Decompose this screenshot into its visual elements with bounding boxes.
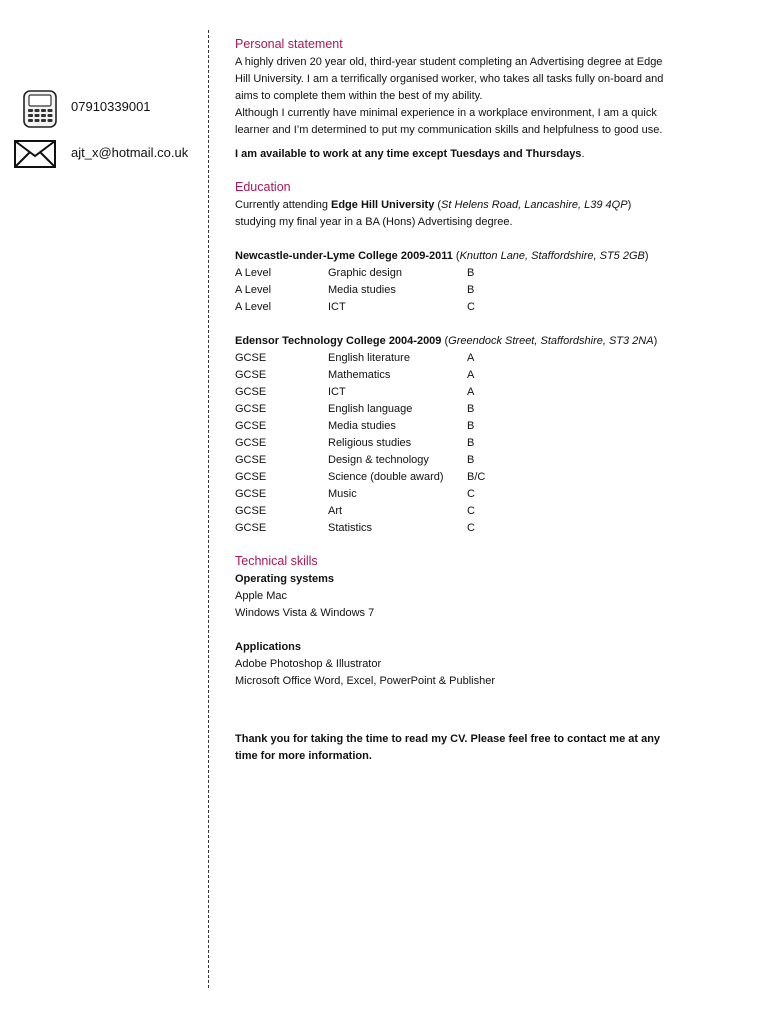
grade-row: GCSE English literature A: [235, 352, 475, 364]
os-item: Windows Vista & Windows 7: [235, 607, 375, 619]
current-education-detail: studying my final year in a BA (Hons) Advertising degree.: [235, 216, 513, 228]
envelope-icon: [14, 140, 56, 173]
application-item: Microsoft Office Word, Excel, PowerPoint & Publisher: [235, 675, 496, 687]
availability-note: I am available to work at any time except Tuesdays and Thursdays.: [235, 148, 585, 160]
grade-row: GCSE English language B: [235, 403, 475, 415]
grade-row: A Level ICT C: [235, 301, 475, 313]
grade-row: GCSE Art C: [235, 505, 475, 517]
college-grades: [235, 265, 680, 316]
application-item: Adobe Photoshop & Illustrator: [235, 658, 382, 670]
statement-paragraph-2: Although I currently have minimal experience in a workplace environment, I am a quick learner and I’m determined to put my communication skills and helpfulness to good use.: [235, 107, 663, 136]
grade-row: A Level Graphic design B: [235, 267, 475, 279]
grade-row: GCSE Media studies B: [235, 420, 475, 432]
college-title: Newcastle-under-Lyme College 2009-2011 (Knutton Lane, Staffordshire, ST5 2GB): [235, 250, 649, 262]
technical-skills-heading: Technical skills: [235, 554, 318, 568]
email-address[interactable]: ajt_x@hotmail.co.uk: [71, 145, 189, 160]
grade-row: GCSE Science (double award) B/C: [235, 471, 486, 483]
education-heading: Education: [235, 180, 291, 194]
grade-row: A Level Media studies B: [235, 284, 475, 296]
school-grades: [235, 350, 680, 537]
education-section: [235, 179, 680, 537]
grade-row: GCSE Mathematics A: [235, 369, 475, 381]
grade-row: GCSE ICT A: [235, 386, 475, 398]
school-title: Edensor Technology College 2004-2009 (Greendock Street, Staffordshire, ST3 2NA): [235, 335, 658, 347]
grade-row: GCSE Music C: [235, 488, 475, 500]
current-education: Currently attending Edge Hill University (St Helens Road, Lancashire, L39 4QP): [235, 199, 632, 211]
column-divider: [208, 30, 209, 988]
grade-row: GCSE Design & technology B: [235, 454, 475, 466]
grade-row: GCSE Religious studies B: [235, 437, 475, 449]
personal-statement-section: [235, 36, 680, 163]
mobile-phone-icon: [22, 90, 58, 133]
closing-note: Thank you for taking the time to read my CV. Please feel free to contact me at any time for more information.: [235, 733, 661, 762]
os-item: Apple Mac: [235, 590, 287, 602]
applications-heading: Applications: [235, 641, 302, 653]
grade-row: GCSE Statistics C: [235, 522, 475, 534]
technical-skills-section: [235, 553, 680, 690]
phone-number: 07910339001: [71, 99, 151, 114]
os-heading: Operating systems: [235, 573, 335, 585]
statement-paragraph-1: A highly driven 20 year old, third-year student completing an Advertising degree at Edge Hill University. I am a terrifically organised worker, who takes all tasks fully on-board and aims to complete them within the best of my ability.: [235, 56, 664, 102]
personal-statement-heading: Personal statement: [235, 37, 343, 51]
cv-main-column: [235, 36, 680, 765]
